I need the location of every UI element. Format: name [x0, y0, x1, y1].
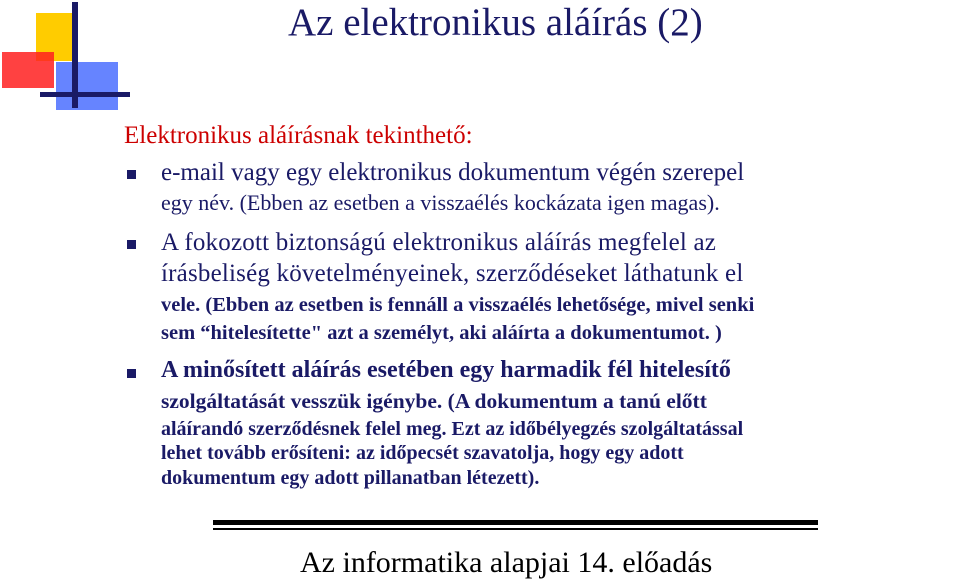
bullet-line: dokumentum egy adott pillanatban létezett).: [161, 467, 540, 489]
bullet-line: e-mail vagy egy elektronikus dokumentum végén szerepel: [161, 159, 745, 186]
bullet-marker: [127, 240, 136, 249]
bullet-line: lehet tovább erősíteni: az időpecsét szavatolja, hogy egy adott: [161, 442, 684, 464]
bullet-line: A minősített aláírás esetében egy harmadik fél hitelesítő: [161, 357, 731, 383]
footer-rule-thin: [213, 528, 818, 530]
footer-text: Az informatika alapjai 14. előadás: [300, 546, 713, 579]
bullet-line: A fokozott biztonságú elektronikus aláírás megfelel az: [161, 229, 717, 256]
bullet-line-text: egy név. (Ebben az esetben a visszaélés kockázata igen magas).: [161, 190, 720, 215]
bullet-line: [161, 190, 720, 216]
bullet-line: aláírandó szerződésnek felel meg. Ezt az időbélyegzés szolgáltatással: [161, 418, 744, 440]
bullet-line: vele. (Ebben az esetben is fennáll a visszaélés lehetősége, mivel senki: [161, 294, 755, 316]
page-title: Az elektronikus aláírás (2): [288, 1, 703, 44]
bullet-line: írásbeliség követelményeinek, szerződéseket láthatunk el: [161, 260, 744, 287]
subtitle: Elektronikus aláírásnak tekinthető:: [124, 122, 473, 149]
bullet-line: szolgáltatását vesszük igénybe. (A dokumentum a tanú előtt: [161, 389, 707, 413]
bullet-marker: [127, 170, 136, 179]
bullet-marker: [127, 369, 136, 378]
footer-rule-thick: [213, 520, 818, 525]
bullet-line: sem “hitelesítette" azt a személyt, aki aláírta a dokumentumot. ): [161, 322, 722, 344]
